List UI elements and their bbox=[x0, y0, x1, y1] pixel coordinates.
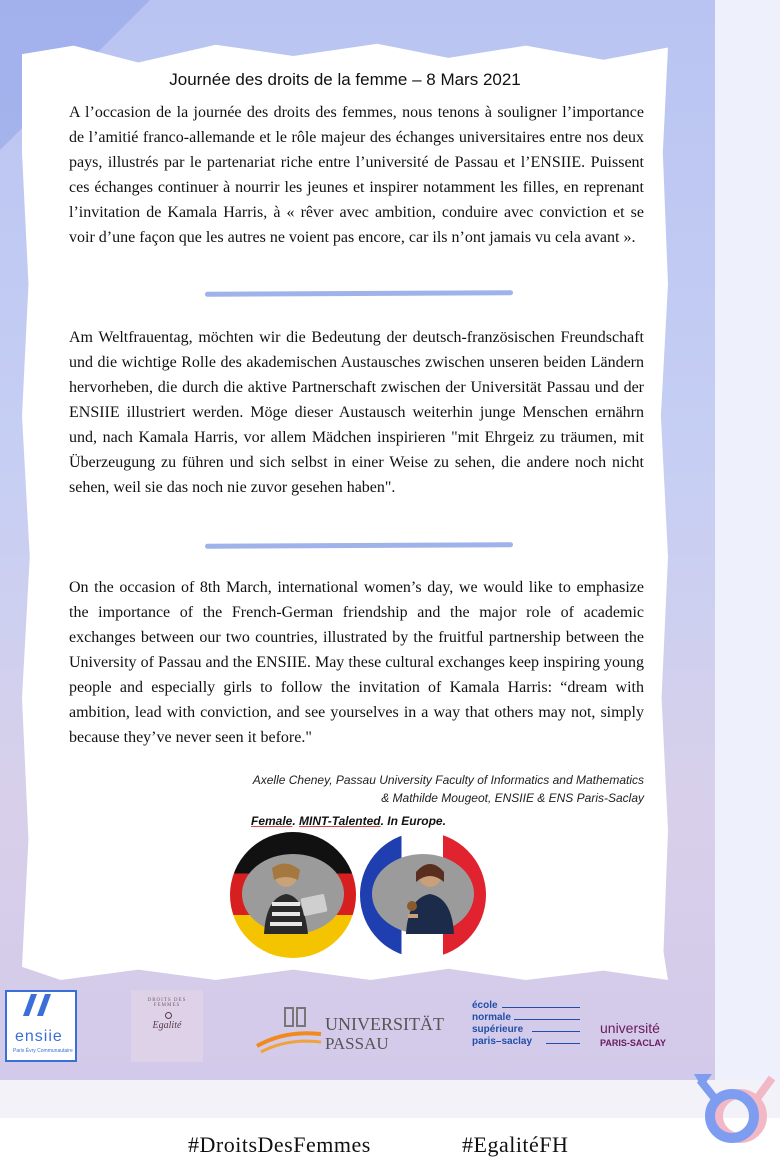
gender-symbols-icon bbox=[690, 1066, 776, 1152]
ups-text-1: université bbox=[600, 1020, 660, 1036]
person-icon bbox=[242, 854, 344, 934]
hashtag-egalite-fh: #EgalitéFH bbox=[462, 1132, 569, 1157]
ups-text-2: PARIS-SACLAY bbox=[600, 1038, 667, 1048]
ens-paris-saclay-logo bbox=[472, 1000, 582, 1050]
france-flag bbox=[360, 832, 486, 958]
egalite-text: Egalité bbox=[152, 1020, 182, 1031]
signature-line-2: & Mathilde Mougeot, ENSIIE & ENS Paris-Saclay bbox=[381, 791, 644, 805]
universite-paris-saclay-logo bbox=[600, 1020, 690, 1052]
ensiie-logo-subtext: Paris Évry Communautaire bbox=[13, 1048, 73, 1054]
ens-text-2: normale bbox=[472, 1012, 511, 1023]
ens-rule bbox=[502, 1007, 580, 1008]
tagline-sep: . bbox=[292, 814, 300, 828]
ens-rule bbox=[514, 1019, 580, 1020]
droits-des-femmes-logo bbox=[131, 990, 203, 1062]
bottom-band bbox=[0, 1080, 780, 1118]
germany-flag bbox=[230, 832, 356, 958]
paragraph-english: On the occasion of 8th March, international women’s day, we would like to emphasize the importance of the French-German friendship and the major role of academic exchanges between our two countries, illustrated by the fruitful partnership between the University of Passau and the ENSIIE. May these cultural exchanges keep inspiring young people and especially girls to follow the invitation of Kamala Harris: “dream with ambition, lead with conviction, and see yourselves in a way that others may not, simply because they’ve never seen it before." bbox=[69, 579, 644, 746]
passau-text-line-1: UNIVERSITÄT bbox=[325, 1014, 444, 1034]
paragraph-german: Am Weltfrauentag, möchten wir die Bedeutung der deutsch-französischen Freundschaft und die wichtige Rolle des akademischen Austausches zwischen unseren beiden Ländern hervorheben, die durch die aktive Partnerschaft zwischen der Universität Passau und der ENSIIE illustriert werden. Möge dieser Austausch weiterhin junge Menschen ernährn und, nach Kamala Harris, vor allem Mädchen inspirieren "mit Ehrgeiz zu träumen, mit Überzeugung zu führen und sich selbst in einer Weise zu sehen, die andere noch nicht sehen, weil sie das noch nie zuvor gesehen haben". bbox=[69, 329, 644, 496]
page-title: Journée des droits de la femme – 8 Mars 2021 bbox=[169, 70, 521, 89]
tagline-mint: MINT-Talented bbox=[299, 814, 381, 828]
signature-line-1: Axelle Cheney, Passau University Faculty of Informatics and Mathematics bbox=[252, 773, 644, 787]
right-margin-band bbox=[715, 0, 780, 1080]
universitat-passau-logo bbox=[255, 1004, 444, 1056]
hashtag-droits-des-femmes: #DroitsDesFemmes bbox=[188, 1132, 371, 1157]
ens-text-1: école bbox=[472, 1000, 498, 1011]
tagline bbox=[251, 814, 446, 828]
ensiie-logo-text: ensiie bbox=[15, 1028, 63, 1045]
person-icon bbox=[372, 854, 474, 934]
tagline-europe: . In Europe. bbox=[380, 814, 446, 828]
portrait-photo bbox=[242, 854, 344, 934]
passau-text-line-2: PASSAU bbox=[325, 1034, 389, 1053]
ensiie-logo bbox=[5, 990, 77, 1062]
ens-rule bbox=[546, 1043, 580, 1044]
droits-arc-text: DROITS DES FEMMES bbox=[147, 998, 187, 1008]
tagline-female: Female bbox=[251, 814, 293, 828]
female-symbol-icon bbox=[165, 1012, 172, 1019]
portrait-photo bbox=[372, 854, 474, 934]
passau-emblem-icon bbox=[255, 1004, 325, 1054]
ens-text-3: supérieure bbox=[472, 1024, 524, 1035]
ens-text-4: paris–saclay bbox=[472, 1036, 533, 1047]
ensiie-mark bbox=[37, 994, 51, 1016]
paragraph-french: A l’occasion de la journée des droits des femmes, nous tenons à souligner l’importance de l’amitié franco-allemande et le rôle majeur des échanges universitaires entre nos deux pays, illustrés par le partenariat riche entre l’université de Passau et l’ENSIIE. Puissent ces échanges continuer à nourrir les jeunes et inspirer notamment les filles, en reprenant l’invitation de Kamala Harris, à « rêver avec ambition, conduire avec conviction et se voir d’une façon que les autres ne voient pas encore, car ils n’ont jamais vu cela avant ». bbox=[69, 104, 644, 246]
ens-rule bbox=[532, 1031, 580, 1032]
ensiie-mark bbox=[23, 994, 37, 1016]
